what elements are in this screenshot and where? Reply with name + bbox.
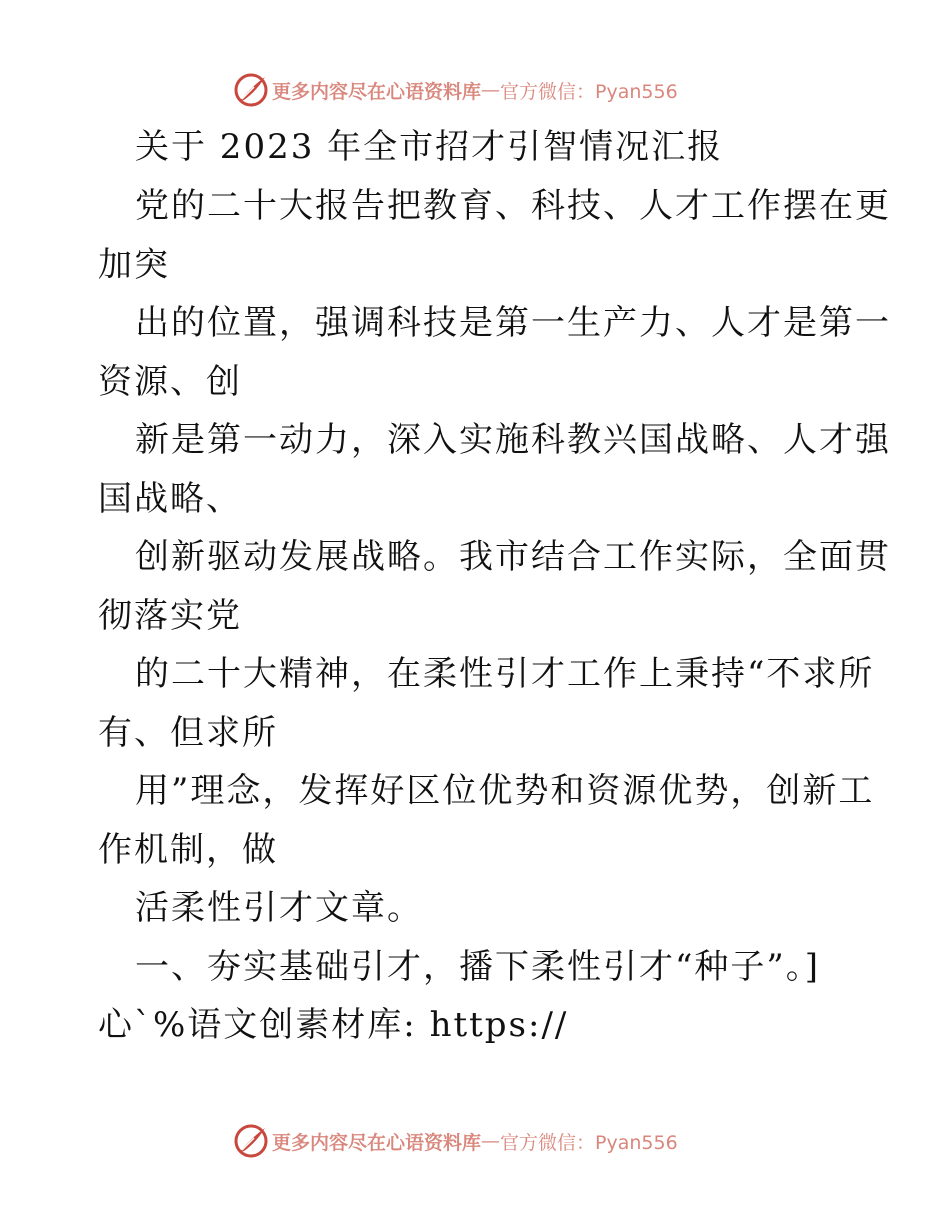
paragraph-line: 资源、创	[98, 362, 242, 402]
paragraph-line: 的二十大精神，在柔性引才工作上秉持“不求所	[135, 654, 875, 694]
section-heading: 一、夯实基础引才，播下柔性引才“种子”。]	[135, 947, 821, 987]
paragraph-line: 创新驱动发展战略。我市结合工作实际，全面贯	[135, 537, 891, 577]
paragraph-line: 心`%语文创素材库: https://	[98, 1005, 569, 1045]
paragraph-line: 出的位置，强调科技是第一生产力、人才是第一	[135, 303, 891, 343]
header-watermark-text: 更多内容尽在心语资料库	[272, 80, 482, 103]
footer-watermark-text: 更多内容尽在心语资料库	[272, 1131, 482, 1154]
paragraph-line: 国战略、	[98, 479, 242, 519]
paragraph-line: 彻落实党	[98, 596, 242, 636]
footer-watermark-separator: —	[481, 1130, 501, 1152]
paragraph-line: 党的二十大报告把教育、科技、人才工作摆在更	[135, 186, 891, 226]
quill-pen-logo-icon	[232, 1122, 270, 1160]
header-watermark-separator: —	[481, 79, 501, 101]
footer-watermark	[232, 1121, 712, 1161]
paragraph-line: 用”理念，发挥好区位优势和资源优势，创新工	[135, 771, 875, 811]
paragraph-line: 加突	[98, 245, 170, 285]
paragraph-line: 作机制，做	[98, 830, 278, 870]
paragraph-line: 活柔性引才文章。	[135, 888, 423, 928]
document-title: 关于 2023 年全市招才引智情况汇报	[135, 127, 724, 167]
paragraph-line: 有、但求所	[98, 713, 278, 753]
footer-watermark-wechat: 官方微信：Pyan556	[500, 1131, 678, 1154]
header-watermark-wechat: 官方微信：Pyan556	[500, 80, 678, 103]
quill-pen-logo-icon	[232, 71, 270, 109]
paragraph-line: 新是第一动力，深入实施科教兴国战略、人才强	[135, 420, 891, 460]
header-watermark	[232, 70, 712, 110]
